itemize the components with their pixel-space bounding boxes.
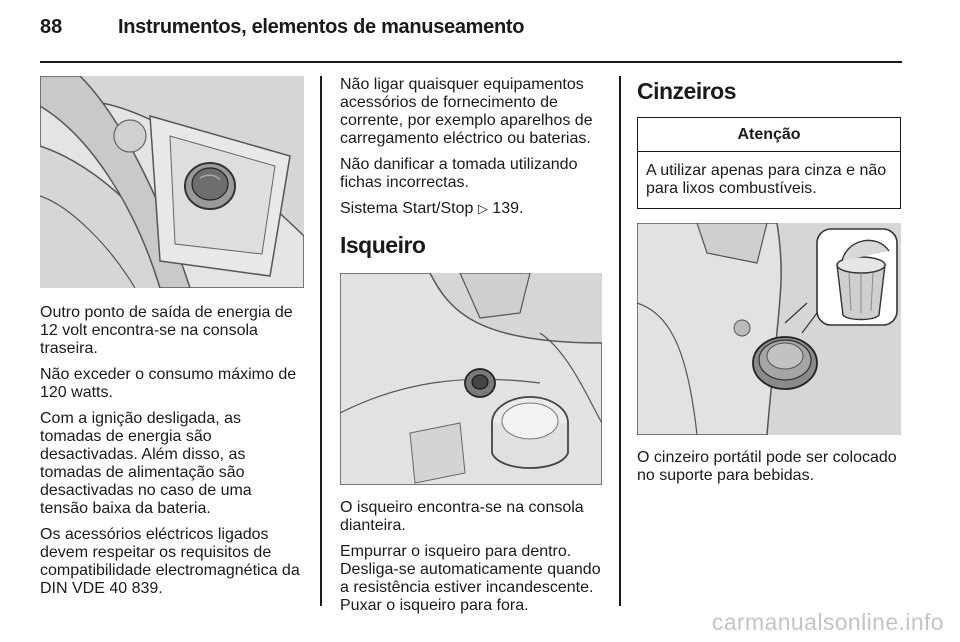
header-rule: [40, 61, 902, 63]
page-title: Instrumentos, elementos de manuseamento: [118, 16, 525, 38]
watermark: carmanualsonline.info: [711, 609, 944, 635]
caution-box: [637, 117, 901, 209]
paragraph: Com a ignição desligada, as tomadas de energia são desactivadas. Além disso, as tomadas de alimentação são desactivadas no caso de uma tensão baixa da bateria.: [40, 410, 252, 517]
paragraph: Os acessórios eléctricos ligados devem respeitar os requisitos de compatibilidade electromagnética da DIN VDE 40 839.: [40, 526, 300, 597]
crossref-page: 139.: [492, 200, 524, 217]
power-outlet-illustration: [40, 76, 304, 288]
ashtray-illustration: [637, 223, 901, 435]
column-2: [340, 76, 602, 623]
column-1: [40, 76, 304, 606]
paragraph: Não danificar a tomada utilizando fichas incorrectas.: [340, 156, 578, 191]
page-number: 88: [40, 16, 63, 38]
paragraph: Não exceder o consumo máximo de 120 watts.: [40, 366, 297, 401]
paragraph: Não ligar quaisquer equipamentos acessórios de fornecimento de corrente, por exemplo aparelhos de carregamento eléctrico ou baterias.: [340, 76, 593, 147]
arrow-icon: ▷: [477, 201, 488, 216]
crossref-text: Sistema Start/Stop: [340, 200, 474, 217]
paragraph: O isqueiro encontra-se na consola dianteira.: [340, 499, 584, 534]
paragraph: O cinzeiro portátil pode ser colocado no suporte para bebidas.: [637, 449, 897, 484]
column-divider: [320, 76, 322, 606]
caution-text: A utilizar apenas para cinza e não para lixos combustíveis.: [646, 162, 887, 197]
section-heading-ashtrays: Cinzeiros: [637, 78, 737, 104]
page-header: [40, 14, 920, 54]
caution-title: Atenção: [638, 118, 900, 152]
section-heading-lighter: Isqueiro: [340, 232, 426, 258]
paragraph: Outro ponto de saída de energia de 12 volt encontra-se na consola traseira.: [40, 304, 293, 357]
column-3: [637, 76, 901, 493]
cigarette-lighter-illustration: [340, 273, 602, 485]
column-divider: [619, 76, 621, 606]
crossref[interactable]: [340, 200, 602, 218]
paragraph: Empurrar o isqueiro para dentro. Desliga-se automaticamente quando a resistência estiver incandescente. Puxar o isqueiro para fora.: [340, 543, 601, 614]
